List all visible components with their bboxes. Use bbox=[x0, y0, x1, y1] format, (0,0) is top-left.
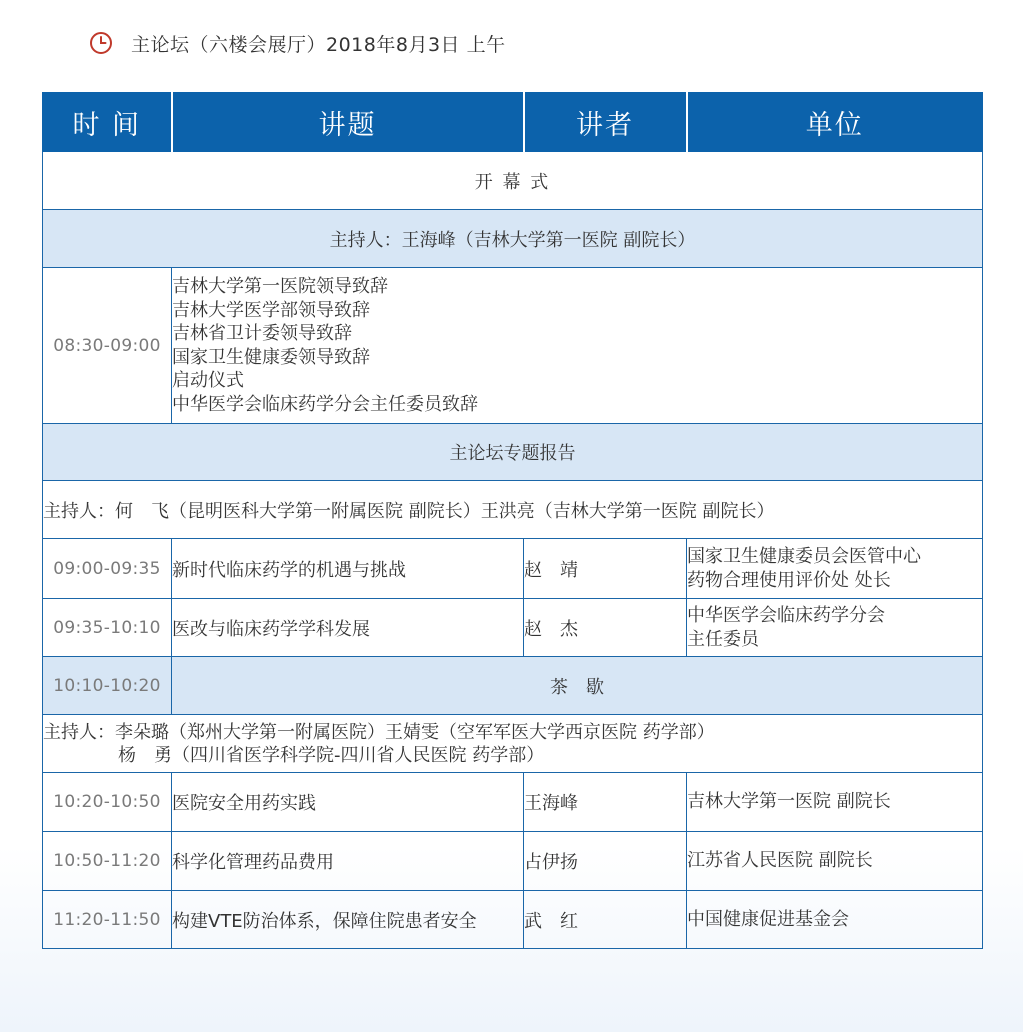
speaker-cell: 王海峰 bbox=[524, 773, 687, 832]
list-item: 吉林省卫计委领导致辞 bbox=[172, 323, 352, 344]
opening-row bbox=[43, 152, 983, 210]
unit-cell bbox=[687, 539, 983, 599]
column-header-unit: 单位 bbox=[687, 93, 983, 152]
report-title: 主论坛专题报告 bbox=[43, 424, 983, 481]
host-line: 主持人：李朵璐（郑州大学第一附属医院）王婧雯（空军军医大学西京医院 药学部） bbox=[43, 721, 715, 743]
opening-host-row bbox=[43, 210, 983, 268]
time-cell: 11:20-11:50 bbox=[43, 891, 172, 949]
time-cell: 08:30-09:00 bbox=[43, 268, 172, 424]
list-item: 启动仪式 bbox=[172, 370, 244, 391]
unit-cell bbox=[687, 599, 983, 657]
speaker-cell: 赵 靖 bbox=[524, 539, 687, 599]
session-title: 主论坛（六楼会展厅）2018年8月3日 上午 bbox=[131, 33, 506, 56]
table-row bbox=[43, 773, 983, 832]
time-cell: 10:20-10:50 bbox=[43, 773, 172, 832]
speaker-cell: 赵 杰 bbox=[524, 599, 687, 657]
column-header-time: 时 间 bbox=[43, 93, 172, 152]
table-row bbox=[43, 599, 983, 657]
list-item: 吉林大学第一医院领导致辞 bbox=[172, 276, 388, 297]
host-label-2 bbox=[43, 715, 983, 773]
opening-label: 开 幕 式 bbox=[43, 152, 983, 210]
unit-line: 中华医学会临床药学分会 bbox=[687, 604, 885, 626]
topic-cell: 科学化管理药品费用 bbox=[172, 832, 524, 891]
table-row bbox=[43, 539, 983, 599]
agenda-table bbox=[42, 92, 983, 949]
column-header-speaker: 讲者 bbox=[524, 93, 687, 152]
opening-session-row bbox=[43, 268, 983, 424]
host-label-1: 主持人：何 飞（昆明医科大学第一附属医院 副院长）王洪亮（吉林大学第一医院 副院长） bbox=[43, 481, 983, 539]
session-header bbox=[89, 28, 506, 58]
unit-cell: 吉林大学第一医院 副院长 bbox=[687, 773, 983, 832]
break-row bbox=[43, 657, 983, 715]
topic-cell: 医改与临床药学学科发展 bbox=[172, 599, 524, 657]
speaker-cell: 武 红 bbox=[524, 891, 687, 949]
list-item: 吉林大学医学部领导致辞 bbox=[172, 299, 370, 321]
clock-icon bbox=[89, 31, 113, 55]
opening-host: 主持人：王海峰（吉林大学第一医院 副院长） bbox=[43, 210, 983, 268]
host-line: 杨 勇（四川省医学科学院-四川省人民医院 药学部） bbox=[118, 744, 545, 766]
speaker-cell: 占伊扬 bbox=[524, 832, 687, 891]
list-item: 中华医学会临床药学分会主任委员致辞 bbox=[172, 393, 478, 415]
list-item: 国家卫生健康委领导致辞 bbox=[172, 346, 370, 368]
unit-line: 国家卫生健康委员会医管中心 bbox=[687, 545, 921, 567]
report-title-row bbox=[43, 424, 983, 481]
time-cell: 10:50-11:20 bbox=[43, 832, 172, 891]
column-header-topic: 讲题 bbox=[172, 93, 524, 152]
host-row-2 bbox=[43, 715, 983, 773]
table-row bbox=[43, 891, 983, 949]
time-cell: 09:00-09:35 bbox=[43, 539, 172, 599]
topic-cell: 新时代临床药学的机遇与挑战 bbox=[172, 539, 524, 599]
unit-line: 药物合理使用评价处 处长 bbox=[687, 569, 891, 591]
topic-cell: 医院安全用药实践 bbox=[172, 773, 524, 832]
table-row bbox=[43, 832, 983, 891]
unit-cell: 中国健康促进基金会 bbox=[687, 891, 983, 949]
unit-line: 主任委员 bbox=[687, 628, 759, 650]
break-label: 茶 歇 bbox=[172, 657, 983, 715]
table-header-row bbox=[43, 93, 983, 152]
unit-cell: 江苏省人民医院 副院长 bbox=[687, 832, 983, 891]
host-row-1 bbox=[43, 481, 983, 539]
opening-items bbox=[172, 268, 983, 424]
topic-cell: 构建VTE防治体系，保障住院患者安全 bbox=[172, 891, 524, 949]
time-cell: 10:10-10:20 bbox=[43, 657, 172, 715]
time-cell: 09:35-10:10 bbox=[43, 599, 172, 657]
